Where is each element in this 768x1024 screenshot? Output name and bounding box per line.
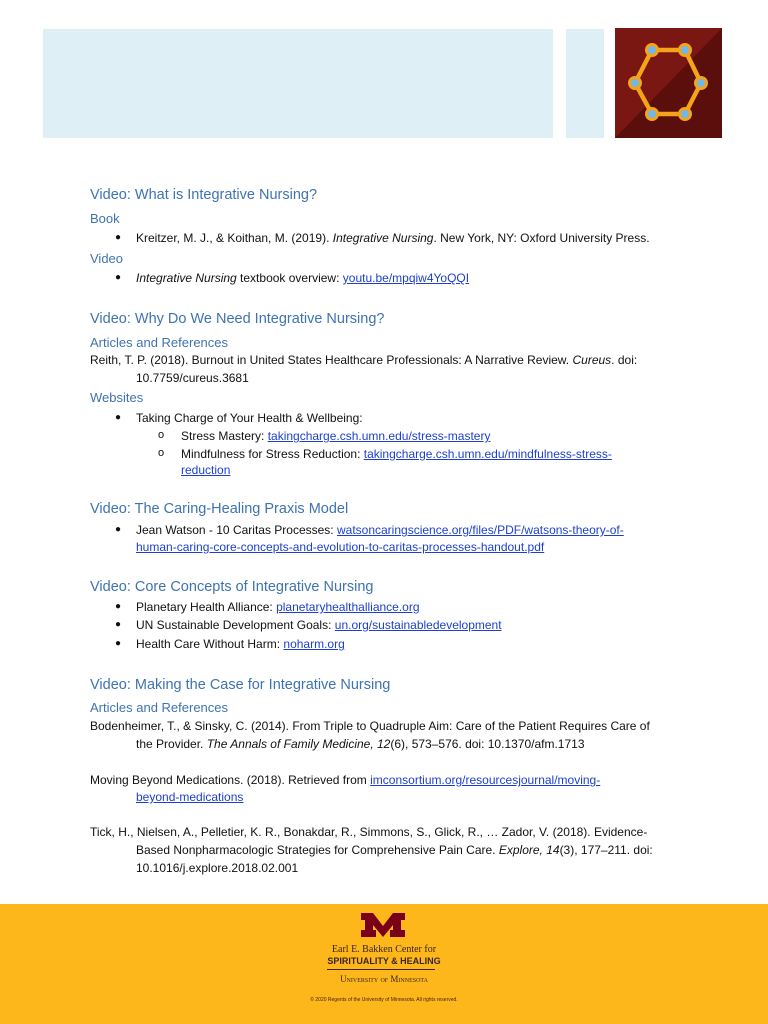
footer-divider <box>327 969 435 970</box>
list-item: Health Care Without Harm: noharm.org <box>136 637 345 651</box>
subheading-video: Video <box>90 251 124 266</box>
youtube-link[interactable]: youtu.be/mpqiw4YoQQI <box>342 271 470 285</box>
block-m-logo-icon <box>359 910 407 945</box>
reference-line: Bodenheimer, T., & Sinsky, C. (2014). From Triple to Quadruple Aim: Care of the Patient Requires Care of <box>90 719 650 733</box>
reference-line: the Provider. The Annals of Family Medicine, 12(6), 573–576. doi: 10.1370/afm.1713 <box>136 737 585 751</box>
copyright: © 2020 Regents of the University of Minnesota. All rights reserved. <box>310 997 458 1003</box>
section-title: Video: Making the Case for Integrative Nursing <box>90 677 391 693</box>
book-reference: Kreitzer, M. J., & Koithan, M. (2019). Integrative Nursing. New York, NY: Oxford University Press. <box>136 231 650 245</box>
section-title: Video: Core Concepts of Integrative Nursing <box>90 579 374 595</box>
stress-mastery-link[interactable]: takingcharge.csh.umn.edu/stress-mastery <box>267 429 491 443</box>
bullet-icon: ● <box>115 232 122 243</box>
imconsortium-link[interactable]: imconsortium.org/resourcesjournal/moving- <box>370 773 601 787</box>
section-title: Video: Why Do We Need Integrative Nursing? <box>90 311 385 327</box>
noharm-link[interactable]: noharm.org <box>283 637 345 651</box>
reference-doi: 10.1016/j.explore.2018.02.001 <box>136 861 299 875</box>
subheading-websites: Websites <box>90 390 144 405</box>
reference-line: Tick, H., Nielsen, A., Pelletier, K. R., Bonakdar, R., Simmons, S., Glick, R., … Zador, V. (2018). Evidence- <box>90 825 648 839</box>
sub-bullet-icon: o <box>158 429 165 441</box>
center-name-line1: Earl E. Bakken Center for <box>331 944 437 955</box>
section-title: Video: The Caring-Healing Praxis Model <box>90 501 349 517</box>
reference-doi: 10.7759/cureus.3681 <box>136 371 249 385</box>
watson-link-continued[interactable]: human-caring-core-concepts-and-evolution-to-caritas-processes-handout.pdf <box>136 540 545 554</box>
reference-line: Moving Beyond Medications. (2018). Retrieved from imconsortium.org/resourcesjournal/moving- <box>90 773 601 787</box>
bullet-icon: ● <box>115 601 122 612</box>
website-subitem: Mindfulness for Stress Reduction: takingcharge.csh.umn.edu/mindfulness-stress- <box>181 447 612 461</box>
subheading-book: Book <box>90 211 120 226</box>
subheading-articles: Articles and References <box>90 335 229 350</box>
bullet-icon: ● <box>115 272 122 283</box>
bullet-icon: ● <box>115 619 122 630</box>
bullet-icon: ● <box>115 638 122 649</box>
mindfulness-link-continued[interactable]: reduction <box>181 463 231 477</box>
center-name-line2: SPIRITUALITY & HEALING <box>327 956 441 966</box>
university-name: University of Minnesota <box>340 974 428 984</box>
list-item: UN Sustainable Development Goals: un.org/sustainabledevelopment <box>136 618 502 632</box>
planetary-health-link[interactable]: planetaryhealthalliance.org <box>276 600 420 614</box>
website-item: Taking Charge of Your Health & Wellbeing: <box>136 411 363 425</box>
subheading-articles: Articles and References <box>90 700 229 715</box>
video-item: Integrative Nursing textbook overview: youtu.be/mpqiw4YoQQI <box>136 271 470 285</box>
mindfulness-link[interactable]: takingcharge.csh.umn.edu/mindfulness-stress- <box>363 447 612 461</box>
reference-line: Based Nonpharmacologic Strategies for Comprehensive Pain Care. Explore, 14(3), 177–211. doi: <box>136 843 653 857</box>
reference-line: Reith, T. P. (2018). Burnout in United States Healthcare Professionals: A Narrative Review. Cureus. doi: <box>90 353 638 367</box>
bullet-icon: ● <box>115 524 122 535</box>
footer <box>0 904 768 1024</box>
website-subitem: Stress Mastery: takingcharge.csh.umn.edu/stress-mastery <box>181 429 491 443</box>
section-title: Video: What is Integrative Nursing? <box>90 187 318 203</box>
sub-bullet-icon: o <box>158 447 165 459</box>
caritas-item: Jean Watson - 10 Caritas Processes: watsoncaringscience.org/files/PDF/watsons-theory-of- <box>136 523 624 537</box>
bullet-icon: ● <box>115 412 122 423</box>
list-item: Planetary Health Alliance: planetaryhealthalliance.org <box>136 600 420 614</box>
un-sdg-link[interactable]: un.org/sustainabledevelopment <box>334 618 502 632</box>
imconsortium-link-continued[interactable]: beyond-medications <box>136 790 244 804</box>
watson-link[interactable]: watsoncaringscience.org/files/PDF/watsons-theory-of- <box>336 523 624 537</box>
